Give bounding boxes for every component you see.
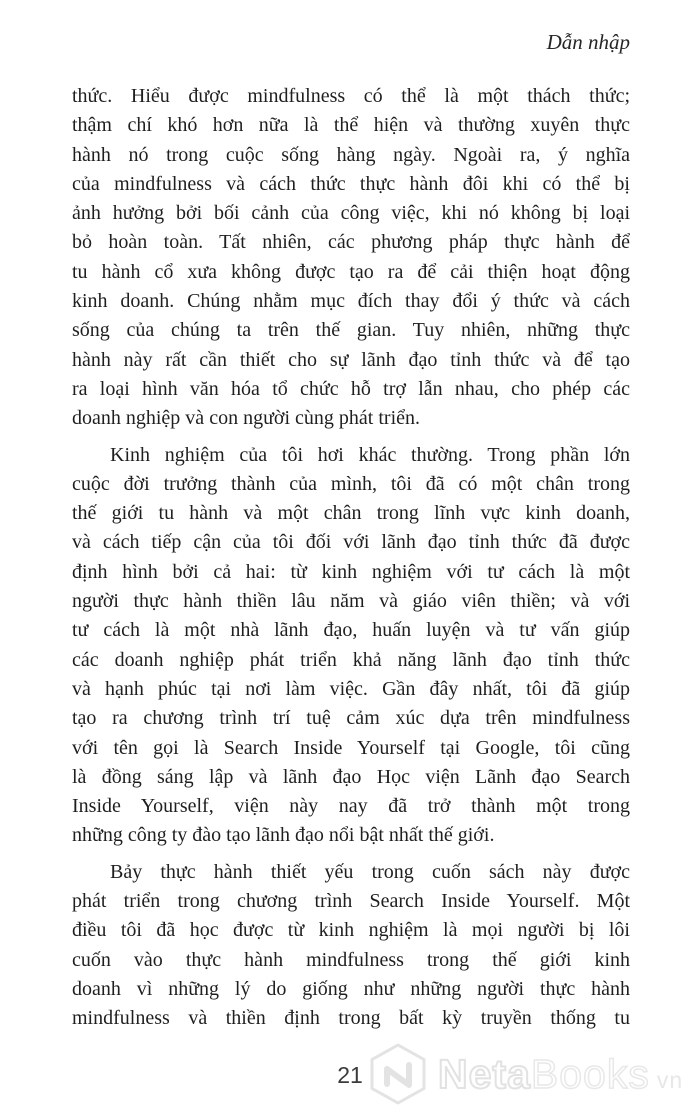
- text-line: hành này rất cần thiết cho sự lãnh đạo tỉnh thức và để tạo: [72, 348, 630, 371]
- text-line: phát triển trong chương trình Search Inside Yourself. Một: [72, 890, 630, 913]
- text-line: là đồng sáng lập và lãnh đạo Học viện Lãnh đạo Search: [72, 765, 630, 788]
- text-line: và hạnh phúc tại nơi làm việc. Gần đây nhất, tôi đã giúp: [72, 677, 630, 700]
- text-line: cuộc đời trưởng thành của mình, tôi đã có một chân trong: [72, 472, 630, 495]
- text-line: mindfulness và thiền định trong bất kỳ truyền thống tu: [72, 1007, 630, 1030]
- body-text: [72, 82, 630, 1041]
- text-line: kinh doanh. Chúng nhằm mục đích thay đổi ý thức và cách: [72, 290, 630, 313]
- text-line: điều tôi đã học được từ kinh nghiệm là mọi người bị lôi: [72, 919, 630, 942]
- text-line: người thực hành thiền lâu năm và giáo viên thiền; và với: [72, 590, 630, 613]
- text-line: với tên gọi là Search Inside Yourself tại Google, tôi cũng: [72, 736, 630, 759]
- text-line: thậm chí khó hơn nữa là thể hiện và thường xuyên thực: [72, 114, 630, 137]
- text-line: Inside Yourself, viện này nay đã trở thành một trong: [72, 795, 630, 818]
- text-line: tu hành cổ xưa không được tạo ra để cải thiện hoạt động: [72, 260, 630, 283]
- text-line: ảnh hưởng bởi bối cảnh của công việc, khi nó không bị loại: [72, 202, 630, 225]
- text-line: doanh nghiệp và con người cùng phát triển.: [72, 407, 420, 430]
- running-header: Dẫn nhập: [546, 30, 630, 54]
- text-line: tư cách là một nhà lãnh đạo, huấn luyện và tư vấn giúp: [72, 619, 630, 642]
- text-line: Bảy thực hành thiết yếu trong cuốn sách này được: [110, 860, 630, 883]
- text-line: doanh vì những lý do giống như những người thực hành: [72, 977, 630, 1000]
- paragraph: [72, 441, 630, 851]
- text-line: Kinh nghiệm của tôi hơi khác thường. Trong phần lớn: [110, 443, 630, 466]
- text-line: cuốn vào thực hành mindfulness trong thế giới kinh: [72, 948, 630, 971]
- watermark-neta: Neta: [438, 1050, 531, 1097]
- paragraph: [72, 858, 630, 1034]
- page-number: 21: [337, 1062, 363, 1088]
- text-line: ra loại hình văn hóa tổ chức hỗ trợ lẫn nhau, cho phép các: [72, 377, 630, 400]
- text-line: bỏ hoàn toàn. Tất nhiên, các phương pháp thực hành để: [72, 231, 630, 254]
- text-line: tạo ra chương trình trí tuệ cảm xúc dựa trên mindfulness: [72, 707, 630, 730]
- text-line: định hình bởi cả hai: từ kinh nghiệm với tư cách là một: [72, 560, 630, 583]
- watermark-domain: vn: [656, 1066, 684, 1093]
- text-line: những công ty đào tạo lãnh đạo nổi bật nhất thế giới.: [72, 824, 495, 847]
- text-line: và cách tiếp cận của tôi đối với lãnh đạo tỉnh thức đã được: [72, 531, 630, 554]
- text-line: thức. Hiểu được mindfulness có thể là một thách thức;: [72, 85, 630, 107]
- text-line: hành nó trong cuộc sống hàng ngày. Ngoài ra, ý nghĩa: [72, 143, 630, 166]
- text-line: thế giới tu hành và một chân trong lĩnh vực kinh doanh,: [72, 502, 630, 525]
- watermark-books: Books: [530, 1050, 650, 1097]
- text-line: của mindfulness và cách thức thực hành đôi khi có thể bị: [72, 172, 630, 195]
- text-line: sống của chúng ta trên thế gian. Tuy nhiên, những thực: [72, 319, 630, 342]
- text-line: các doanh nghiệp phát triển khả năng lãnh đạo tỉnh thức: [72, 648, 630, 671]
- paragraph: [72, 82, 630, 434]
